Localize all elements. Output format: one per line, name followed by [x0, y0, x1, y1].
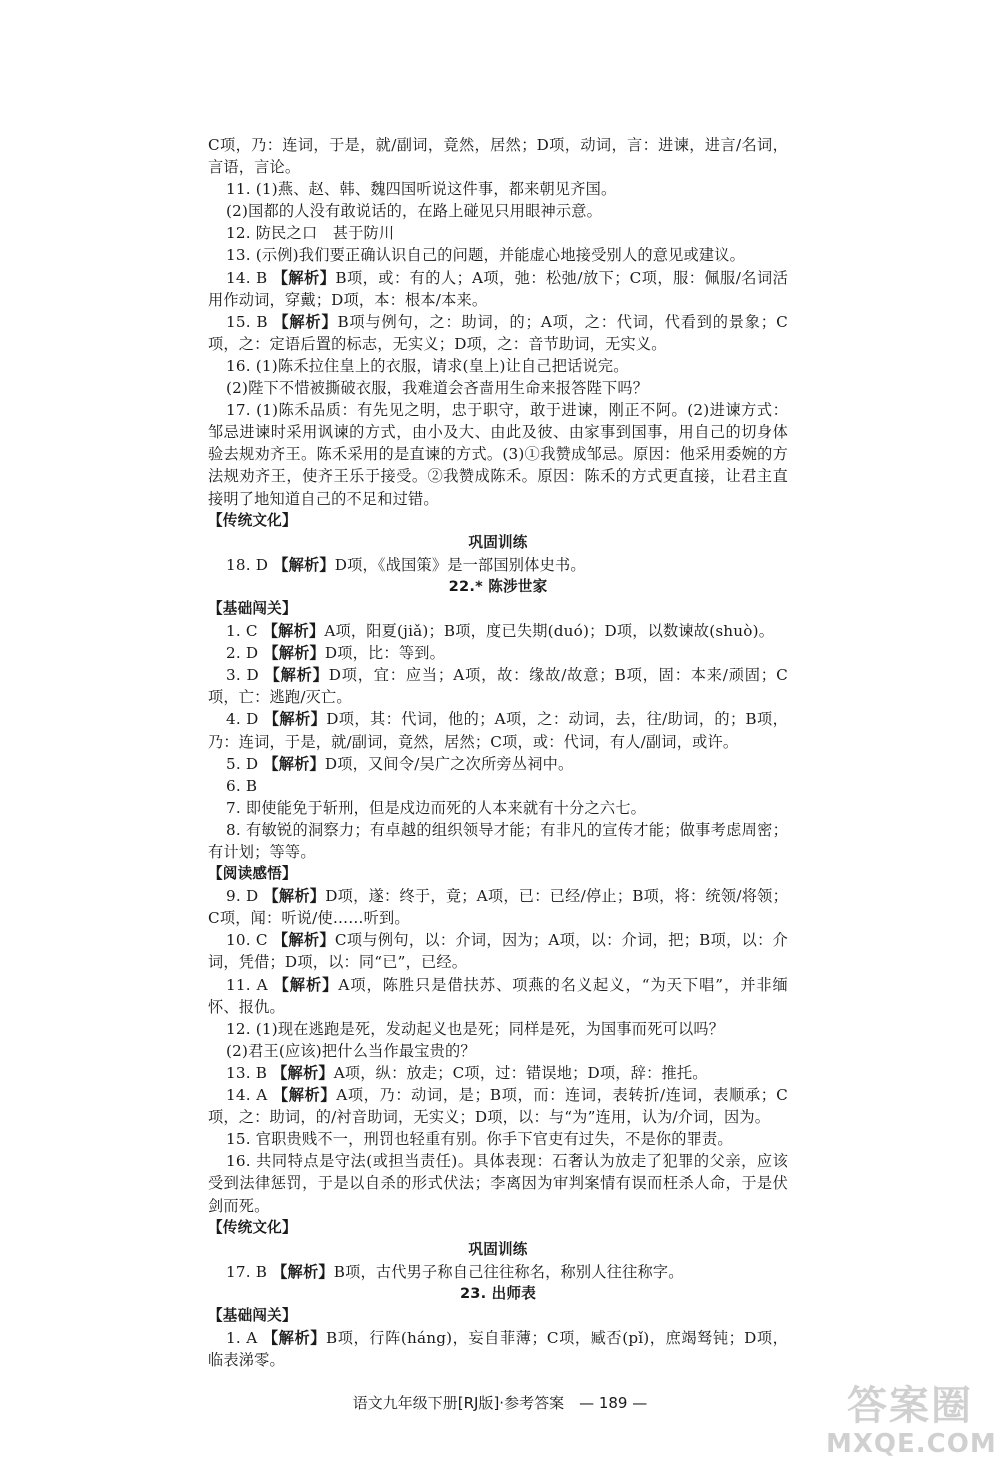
answer-text: A项，陈胜只是借扶苏、项燕的名义起义，“为天下唱”，并非缅怀、报仇。: [208, 975, 788, 1016]
question-number: 14. B: [226, 268, 273, 287]
answer-text-column: [208, 134, 788, 1371]
question-number: 14. A: [226, 1086, 273, 1105]
analysis-tag: 【解析】: [272, 268, 336, 287]
answer-text: C项与例句，以：介词，因为；A项，以：介词，把；B项，以：介词，凭借；D项，以：同“已”，已经。: [208, 931, 788, 972]
section-heading: 【传统文化】: [208, 1218, 297, 1236]
answer-paragraph: [208, 1084, 788, 1128]
answer-text: D项，《战国策》是一部国别体史书。: [334, 555, 586, 574]
analysis-tag: 【解析】: [272, 931, 335, 950]
answer-paragraph: [208, 267, 788, 311]
subsection-title: 巩固训练: [468, 1240, 528, 1258]
answer-paragraph: 8. 有敏锐的洞察力；有卓越的组织领导才能；有非凡的宣传才能；做事考虑周密；有计划；等等。: [208, 820, 788, 861]
answer-paragraph: [208, 642, 788, 664]
subsection-title: 巩固训练: [468, 533, 528, 551]
answer-text: B项，行阵(háng)，妄自菲薄；C项，臧否(pǐ)，庶竭驽钝；D项，临表涕零。: [208, 1329, 788, 1370]
analysis-tag: 【解析】: [263, 754, 325, 773]
watermark-bottom-text: MXQE.COM: [826, 1429, 997, 1459]
analysis-tag: 【解析】: [263, 644, 325, 663]
analysis-tag: 【解析】: [272, 1086, 337, 1105]
question-number: 18. D: [226, 555, 274, 574]
analysis-tag: 【解析】: [262, 1329, 326, 1348]
section-heading: 【基础闯关】: [208, 1306, 297, 1324]
answer-text: A项，纵：放走；C项，过：错误地；D项，辞：推托。: [333, 1063, 708, 1082]
answer-paragraph: 16. (1)陈禾拉住皇上的衣服，请求(皇上)让自己把话说完。: [226, 356, 629, 375]
answer-paragraph: 13. (示例)我们要正确认识自己的问题，并能虚心地接受别人的意见或建议。: [226, 246, 746, 265]
question-number: 10. C: [226, 931, 273, 950]
watermark-top-text: 答案圈: [847, 1383, 973, 1429]
answer-paragraph: 15. 官职贵贱不一，刑罚也轻重有别。你手下官吏有过失，不是你的罪责。: [226, 1130, 733, 1149]
answer-paragraph: [208, 974, 788, 1018]
answer-paragraph: [208, 620, 788, 642]
answer-paragraph: (2)陛下不惜被撕破衣服，我难道会吝啬用生命来报答陛下吗？: [226, 379, 649, 398]
analysis-tag: 【解析】: [262, 622, 325, 641]
question-number: 5. D: [226, 754, 264, 773]
question-number: 1. A: [226, 1329, 263, 1348]
subsection-title: 22.* 陈涉世家: [448, 577, 548, 595]
answer-text: B项，或：有的人；A项，弛：松弛/放下；C项，服：佩服/名词活用作动词，穿戴；D项，本：根本/本来。: [208, 268, 788, 309]
section-heading: 【传统文化】: [208, 511, 297, 529]
question-number: 17. B: [226, 1262, 273, 1281]
page-footer: 语文九年级下册[RJ版]·参考答案 — 189 —: [352, 1394, 648, 1412]
answer-paragraph: [208, 929, 788, 973]
question-number: 13. B: [226, 1063, 273, 1082]
analysis-tag: 【解析】: [272, 1262, 334, 1281]
answer-text: B项与例句，之：助词，的；A项，之：代词，代看到的景象；C项，之：定语后置的标志，无实义；D项，之：音节助词，无实义。: [208, 312, 788, 353]
subsection-title: 23. 出师表: [459, 1284, 537, 1302]
answer-paragraph: 16. 共同特点是守法(或担当责任)。具体表现：石奢认为放走了犯罪的父亲，应该受到法律惩罚，于是以自杀的形式伏法；李离因为审判案情有误而枉杀人命，于是伏剑而死。: [208, 1152, 788, 1215]
question-number: 11. A: [226, 975, 274, 994]
answer-paragraph: 12. (1)现在逃跑是死，发动起义也是死；同样是死，为国事而死可以吗？: [226, 1019, 725, 1038]
answer-text: D项，宜：应当；A项，故：缘故/故意；B项，固：本来/顽固；C项，亡：逃跑/灭亡。: [208, 666, 788, 707]
analysis-tag: 【解析】: [273, 975, 339, 994]
answer-paragraph: [208, 1261, 788, 1283]
answer-text: D项，遂：终于，竟；A项，已：已经/停止；B项，将：统领/将领；C项，闻：听说/使……听到。: [208, 887, 788, 928]
analysis-tag: 【解析】: [263, 710, 327, 729]
answer-text: B项，古代男子称自己往往称名，称别人往往称字。: [333, 1262, 684, 1281]
answer-paragraph: [208, 885, 788, 929]
answer-paragraph: (2)君王(应该)把什么当作最宝贵的？: [226, 1041, 476, 1060]
analysis-tag: 【解析】: [273, 555, 335, 574]
answer-text: A项，阳夏(jiǎ)；B项，度已失期(duó)；D项，以数谏故(shuò)。: [324, 622, 775, 641]
answer-paragraph: [208, 708, 788, 752]
question-number: 2. D: [226, 644, 264, 663]
question-number: 9. D: [226, 887, 264, 906]
analysis-tag: 【解析】: [273, 312, 338, 331]
question-number: 4. D: [226, 710, 264, 729]
answer-paragraph: [208, 1062, 788, 1084]
answer-paragraph: 12. 防民之口 甚于防川: [226, 224, 395, 243]
answer-paragraph: (2)国都的人没有敢说话的，在路上碰见只用眼神示意。: [226, 202, 603, 221]
answer-paragraph: [208, 311, 788, 355]
answer-paragraph: [208, 554, 788, 576]
answer-paragraph: C项，乃：连词，于是，就/副词，竟然，居然；D项，动词，言：进谏，进言/名词，言语，言论。: [208, 136, 788, 177]
analysis-tag: 【解析】: [263, 887, 326, 906]
watermark-logo: [826, 1383, 997, 1467]
answer-paragraph: 11. (1)燕、赵、韩、魏四国听说这件事，都来朝见齐国。: [226, 180, 617, 199]
answer-paragraph: 7. 即使能免于斩刑，但是戍边而死的人本来就有十分之六七。: [226, 798, 646, 817]
answer-text: D项，又间令/吴广之次所旁丛祠中。: [324, 754, 574, 773]
answer-paragraph: 6. B: [226, 776, 258, 795]
answer-text: A项，乃：动词，是；B项，而：连词，表转折/连词，表顺承；C项，之：助词，的/衬音助词，无实义；D项，以：与“为”连用，认为/介词，因为。: [208, 1086, 788, 1127]
answer-paragraph: [208, 664, 788, 708]
section-heading: 【基础闯关】: [208, 599, 297, 617]
question-number: 3. D: [226, 666, 265, 685]
answer-text: D项，比：等到。: [324, 644, 445, 663]
answer-text: D项，其：代词，他的；A项，之：动词，去，往/助词，的；B项，乃：连词，于是，就/副词，竟然，居然；C项，或：代词，有人/副词，或许。: [208, 710, 788, 751]
analysis-tag: 【解析】: [272, 1063, 334, 1082]
answer-paragraph: [208, 1327, 788, 1371]
analysis-tag: 【解析】: [264, 666, 329, 685]
question-number: 1. C: [226, 622, 263, 641]
question-number: 15. B: [226, 312, 274, 331]
section-heading: 【阅读感悟】: [208, 865, 297, 883]
answer-paragraph: [208, 753, 788, 775]
answer-paragraph: 17. (1)陈禾品质：有先见之明，忠于职守，敢于进谏，刚正不阿。(2)进谏方式：邹忌进谏时采用讽谏的方式，由小及大、由此及彼、由家事到国事，用自己的切身体验去规劝齐王。陈禾采用的是直谏的方式。(3)①我赞成邹忌。原因：他采用委婉的方法规劝齐王，使齐王乐于接受。②我赞成陈禾。原因：陈禾的方式更直接，让君主直接明了地知道自己的不足和过错。: [208, 401, 788, 508]
